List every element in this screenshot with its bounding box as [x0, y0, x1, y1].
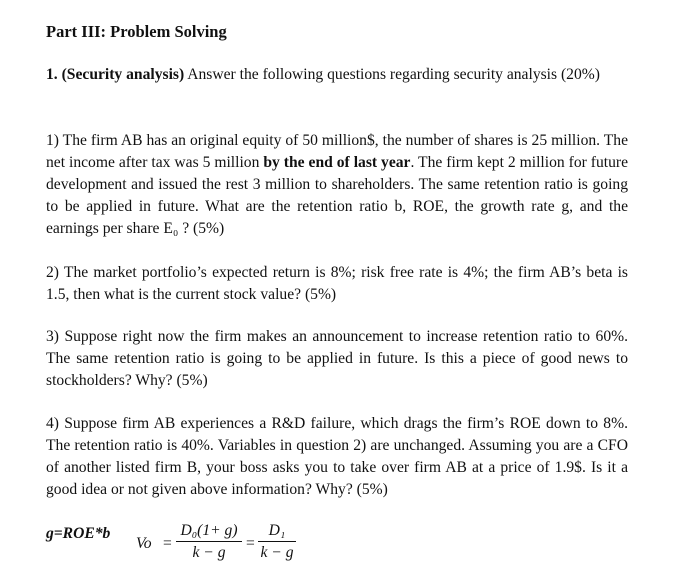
sub-question-2: 2) The market portfolio’s expected return is 8%; risk free rate is 4%; the firm AB’s beta is 1.5, then what is the current stock value? (5%) [46, 264, 628, 303]
equals-sign: = [246, 535, 255, 552]
fraction-dividend-growth [176, 521, 242, 564]
fraction-numerator: D₁ [258, 521, 296, 542]
question-intro: Answer the following questions regarding security analysis (20%) [184, 66, 600, 83]
fraction-denominator: k − g [260, 544, 294, 561]
sub-question-3: 3) Suppose right now the firm makes an announcement to increase retention ratio to 60%. The same retention ratio is going to be applied in future. Is this a piece of good news to stockholders? Why? (5%) [46, 328, 628, 389]
equals-sign: = [163, 535, 172, 552]
sub-question-1-bold: by the end of last year [263, 154, 411, 171]
question-heading [46, 64, 628, 86]
question-number: 1. [46, 66, 58, 83]
sub-question-1-text-a: 1) The firm AB has an original equity of 50 million$, the number of shares is 25 million. The net income after tax was 5 million [46, 132, 628, 171]
fraction-next-dividend [258, 521, 296, 564]
question-topic: (Security analysis) [61, 66, 185, 83]
fraction-denominator: k − g [192, 544, 226, 561]
vo-label: Vo [136, 535, 152, 552]
part-title: Part III: Problem Solving [46, 22, 227, 41]
fraction-numerator: D₀(1+ g) [176, 521, 242, 542]
sub-question-4: 4) Suppose firm AB experiences a R&D failure, which drags the firm’s ROE down to 8%. The retention ratio is 40%. Variables in question 2) are unchanged. Assuming you are a CFO of another listed firm B, your boss asks you to take over firm AB at a price of 1.9$. Is it a good idea or not given above information? Why? (5%) [46, 415, 628, 498]
growth-formula: g=ROE*b [46, 525, 111, 542]
sub-question-1 [46, 130, 628, 240]
sub-question-1-text-b: . The firm kept 2 million for future development and issued the rest 3 million to shareholders. The same retention ratio is going to be applied in future. What are the retention ratio b, ROE, the growth rate g, and the earnings per share E₀ ? (5%) [46, 154, 628, 237]
